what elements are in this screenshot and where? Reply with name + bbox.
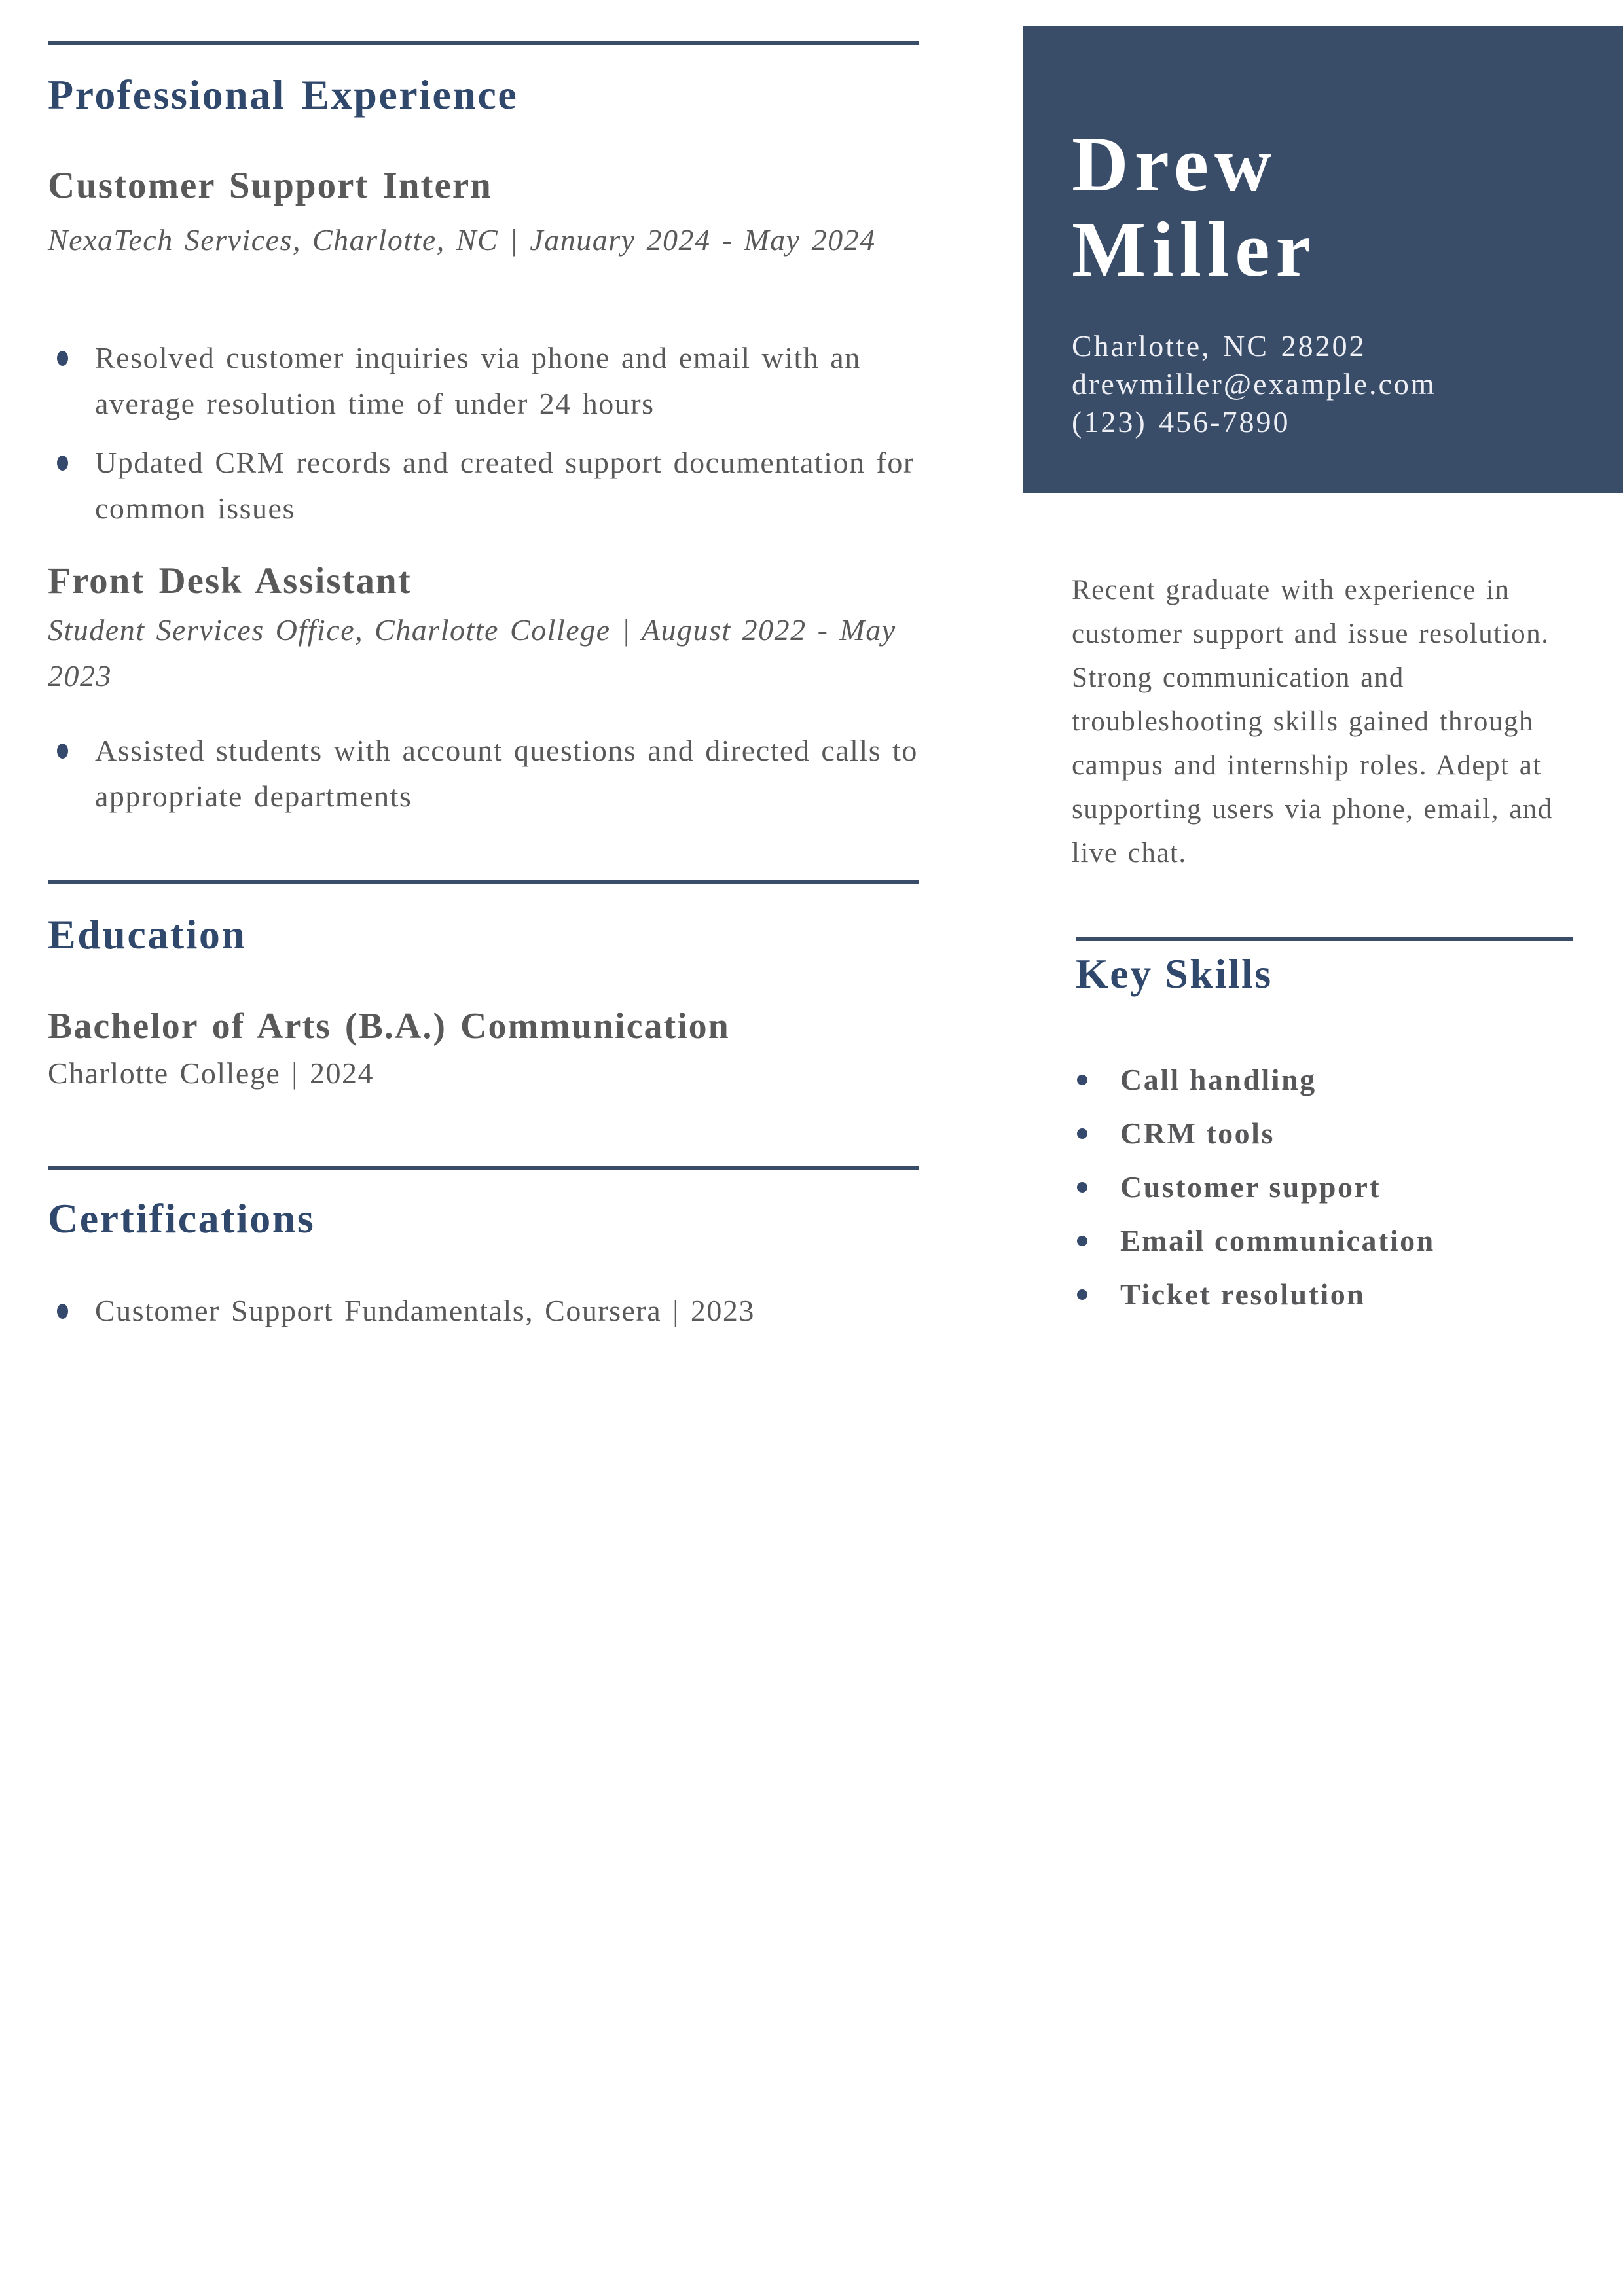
- person-name: [1072, 122, 1597, 292]
- bullet-text: Customer Support Fundamentals, Coursera | 2023: [95, 1294, 755, 1327]
- contact-location: Charlotte, NC 28202: [1072, 329, 1366, 363]
- contact-block: [1072, 327, 1597, 441]
- bullet-dot: [57, 744, 68, 759]
- skill-text: Customer support: [1120, 1170, 1381, 1204]
- job-title: Front Desk Assistant: [48, 560, 412, 601]
- list-item: [1076, 1114, 1573, 1153]
- skill-text: CRM tools: [1120, 1117, 1275, 1150]
- degree-title: Bachelor of Arts (B.A.) Communication: [48, 1006, 730, 1047]
- divider-education: [48, 880, 919, 884]
- bullet-dot: [57, 351, 68, 366]
- name-first: Drew: [1072, 120, 1277, 207]
- name-last: Miller: [1072, 206, 1317, 293]
- list-item: [48, 335, 919, 427]
- list-item: [48, 440, 919, 531]
- bullet-text: Assisted students with account questions and directed calls to appropriate departments: [95, 734, 918, 813]
- list-item: [48, 1288, 919, 1334]
- bullet-dot: [1077, 1236, 1087, 1246]
- job-meta: NexaTech Services, Charlotte, NC | January 2024 - May 2024: [48, 223, 876, 257]
- section-heading-education: Education: [48, 911, 247, 958]
- profile-summary: Recent graduate with experience in customer support and issue resolution. Strong communication and troubleshooting skills gained through campus and internship roles. Adept at supporting users via phone, email, and live chat.: [1072, 575, 1553, 869]
- list-item: [1076, 1168, 1573, 1207]
- list-item: [1076, 1060, 1573, 1100]
- list-item: [1076, 1221, 1573, 1261]
- bullet-dot: [57, 1304, 68, 1319]
- skills-list: [1076, 1060, 1573, 1329]
- certification-list: [48, 1288, 919, 1347]
- divider-skills: [1076, 937, 1573, 941]
- section-heading-skills: Key Skills: [1076, 950, 1273, 997]
- section-heading-experience: Professional Experience: [48, 71, 519, 118]
- list-item: [1076, 1275, 1573, 1314]
- job-bullet-list: [48, 728, 919, 833]
- section-heading-certifications: Certifications: [48, 1195, 316, 1242]
- skill-text: Call handling: [1120, 1063, 1317, 1096]
- bullet-dot: [1077, 1128, 1087, 1139]
- bullet-dot: [1077, 1182, 1087, 1193]
- contact-phone: (123) 456-7890: [1072, 405, 1290, 439]
- bullet-dot: [1077, 1075, 1087, 1085]
- school-line: Charlotte College | 2024: [48, 1056, 374, 1090]
- skill-text: Email communication: [1120, 1224, 1435, 1257]
- bullet-text: Updated CRM records and created support documentation for common issues: [95, 446, 915, 525]
- list-item: [48, 728, 919, 819]
- job-title: Customer Support Intern: [48, 165, 492, 206]
- skill-text: Ticket resolution: [1120, 1278, 1366, 1311]
- divider-certifications: [48, 1166, 919, 1170]
- bullet-dot: [57, 456, 68, 471]
- contact-email: drewmiller@example.com: [1072, 367, 1436, 401]
- bullet-dot: [1077, 1289, 1087, 1300]
- job-bullet-list: [48, 335, 919, 545]
- header-box: [1023, 26, 1623, 493]
- bullet-text: Resolved customer inquiries via phone and email with an average resolution time of under 24 hours: [95, 341, 861, 420]
- job-meta: Student Services Office, Charlotte College | August 2022 - May 2023: [48, 613, 896, 692]
- divider-top: [48, 41, 919, 45]
